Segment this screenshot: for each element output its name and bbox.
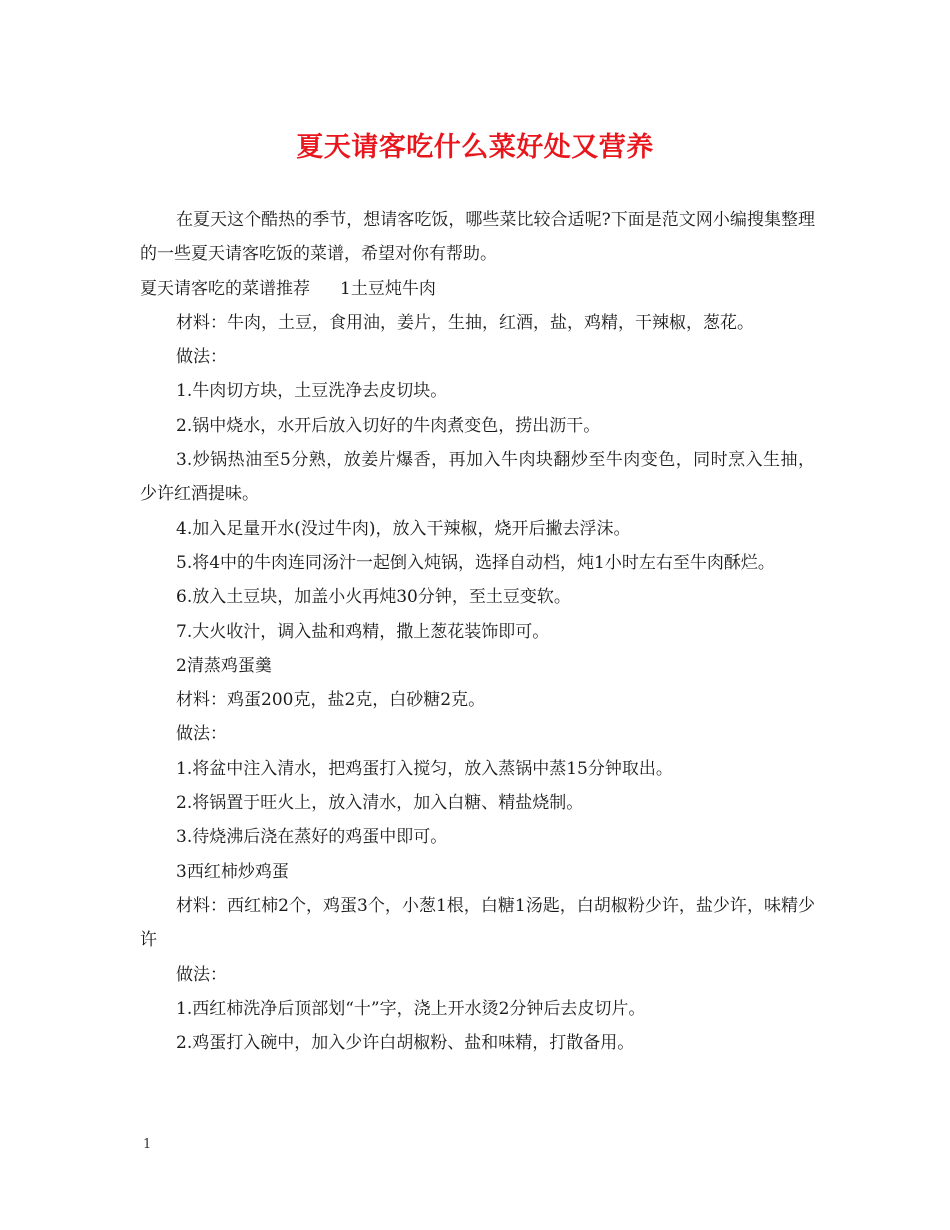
recipe1-step: 7.大火收汁，调入盐和鸡精，撒上葱花装饰即可。 — [176, 621, 550, 642]
recipe1-materials: 材料：牛肉，土豆，食用油，姜片，生抽，红酒，盐，鸡精，干辣椒，葱花。 — [176, 312, 754, 333]
recipe3-title: 3西红柿炒鸡蛋 — [176, 861, 289, 882]
recipe2-materials: 材料：鸡蛋200克，盐2克，白砂糖2克。 — [176, 690, 486, 711]
recipe3-method-label: 做法： — [176, 964, 227, 985]
recipe2-method-label: 做法： — [176, 724, 227, 745]
recipe3-materials: 材料：西红柿2个，鸡蛋3个，小葱1根，白糖1汤匙，白胡椒粉少许，盐少许，味精少许 — [140, 895, 815, 951]
recipe1-step: 4.加入足量开水(没过牛肉)，放入干辣椒，烧开后撇去浮沫。 — [176, 518, 631, 539]
recipe2-title: 2清蒸鸡蛋羹 — [176, 655, 272, 676]
recipe1-step: 5.将4中的牛肉连同汤汁一起倒入炖锅，选择自动档，炖1小时左右至牛肉酥烂。 — [176, 552, 775, 573]
recipe1-method-label: 做法： — [176, 347, 227, 368]
recipe2-step: 3.待烧沸后浇在蒸好的鸡蛋中即可。 — [176, 827, 448, 848]
recipe1-step: 6.放入土豆块，加盖小火再炖30分钟，至土豆变软。 — [176, 587, 571, 608]
recipe1-step: 3.炒锅热油至5分熟，放姜片爆香，再加入牛肉块翻炒至牛肉变色，同时烹入生抽，少许红酒提味。 — [140, 450, 815, 505]
recipe3-step: 1.西红柿洗净后顶部划“十”字，浇上开水烫2分钟后去皮切片。 — [176, 998, 646, 1019]
page-number: 1 — [143, 1137, 152, 1152]
intro-paragraph: 在夏天这个酷热的季节，想请客吃饭，哪些菜比较合适呢?下面是范文网小编搜集整理的一些夏天请客吃饭的菜谱，希望对你有帮助。 — [140, 210, 815, 265]
recipe1-step: 1.牛肉切方块，土豆洗净去皮切块。 — [176, 381, 448, 402]
page-title: 夏天请客吃什么菜好处又营养 — [296, 132, 654, 163]
recipe1-step: 2.锅中烧水，水开后放入切好的牛肉煮变色，捞出沥干。 — [176, 415, 601, 436]
recipe3-step: 2.鸡蛋打入碗中，加入少许白胡椒粉、盐和味精，打散备用。 — [176, 1033, 635, 1054]
document-body — [140, 203, 815, 1060]
recipe2-step: 2.将锅置于旺火上，放入清水，加入白糖、精盐烧制。 — [176, 793, 584, 814]
recipe2-step: 1.将盆中注入清水，把鸡蛋打入搅匀，放入蒸锅中蒸15分钟取出。 — [176, 758, 673, 779]
section-heading-line — [140, 272, 815, 306]
recipe1-title: 1土豆炖牛肉 — [340, 278, 436, 299]
section-heading: 夏天请客吃的菜谱推荐 — [140, 278, 310, 299]
